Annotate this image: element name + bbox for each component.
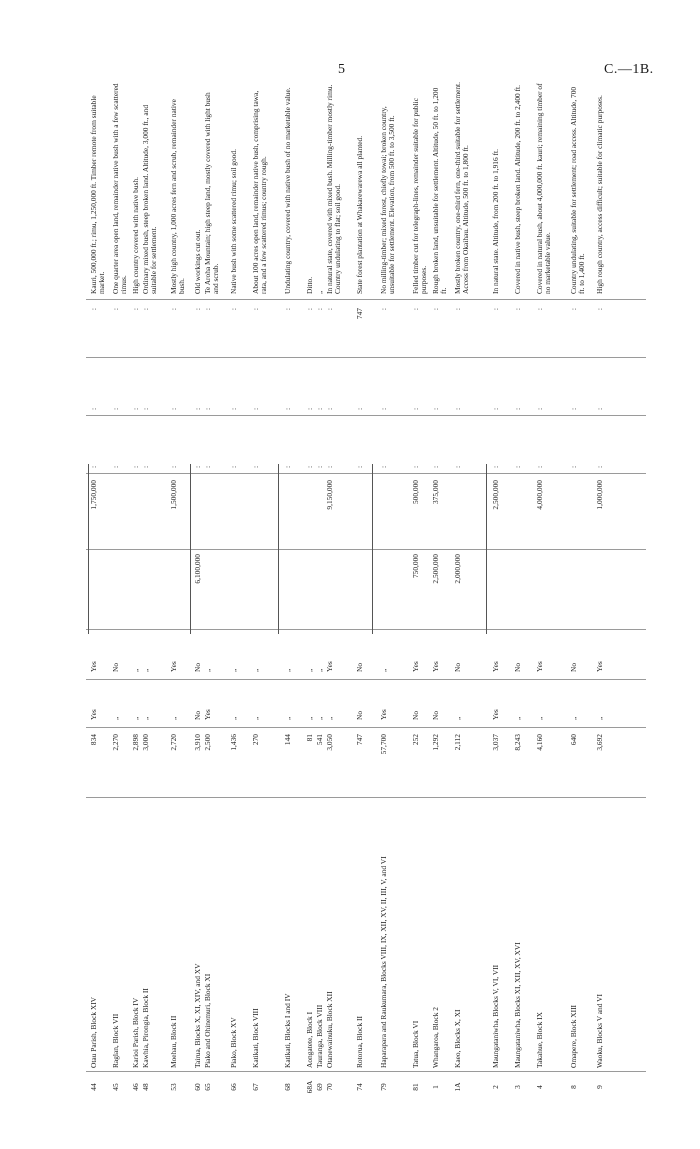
remarks: Country undulating, suitable for settlement; road access. Altitude, 700 ft. to 1,400 ft. — [569, 86, 587, 294]
remarks: About 100 acres open land, remainder native bush, comprising tawa, rata, and a few scattered rimus; country rough. — [251, 90, 269, 294]
plantation-value: : — [535, 308, 544, 311]
status-b: „ — [283, 668, 292, 672]
leader-dots: : — [203, 465, 212, 468]
row-number: 69 — [315, 1083, 324, 1091]
area-value: 270 — [251, 734, 260, 746]
leader-dots: : — [169, 407, 178, 410]
block-name: Raglan, Block VII — [111, 1013, 120, 1068]
area-value: 3,692 — [595, 734, 604, 751]
row-number: 9 — [595, 1085, 604, 1089]
status-b: Yes — [169, 661, 178, 672]
status-a: „ — [131, 716, 140, 720]
leader-dots: : — [379, 407, 388, 410]
leader-dots: : — [229, 465, 238, 468]
timber-value-2: 2,500,000 — [491, 480, 500, 510]
remarks: No milling-timber; mixed forest, chiefly towai; broken country, unsuitable for settlement. Elevation, from 500 ft. to 3,500 ft. — [379, 106, 397, 294]
status-a: No — [355, 710, 364, 720]
block-name: Tairua, Blocks X, XI, XIV, and XV — [193, 963, 202, 1068]
row-number: 1A — [453, 1082, 462, 1092]
leader-dots: : — [379, 465, 388, 468]
remarks: One quarter area open land, remainder native bush with a few scattered rimus. — [111, 83, 129, 294]
remarks: In natural state, covered with mixed bush. Milling-timber mostly rimu. Country undulating to flat; soil good. — [325, 84, 343, 294]
timber-value-1: 2,000,000 — [453, 554, 462, 584]
remarks: In natural state. Altitude, from 200 ft. to 1,916 ft. — [491, 149, 500, 294]
leader-dots: : — [283, 407, 292, 410]
plantation-value: : — [431, 308, 440, 311]
row-number: 48 — [141, 1083, 150, 1091]
timber-value-2: 4,000,000 — [535, 480, 544, 510]
remarks: Mostly broken country, one-third fern, one-third suitable for settlement. Access from Okaihau. Altitude, 500 ft. to 1,800 ft. — [453, 82, 471, 294]
row-number: 60 — [193, 1083, 202, 1091]
leader-dots: : — [453, 407, 462, 410]
status-b: Yes — [595, 661, 604, 672]
plantation-value: : — [411, 308, 420, 311]
row-number: 1 — [431, 1085, 440, 1089]
remarks: High country covered with native bush. — [131, 177, 140, 294]
row-number: 44 — [89, 1083, 98, 1091]
land-table — [86, 80, 646, 1100]
plantation-value: : — [379, 308, 388, 311]
status-a: „ — [315, 716, 324, 720]
status-b: „ — [305, 668, 314, 672]
column-rule — [86, 629, 646, 630]
leader-dots: : — [193, 407, 202, 410]
status-a: Yes — [491, 709, 500, 720]
timber-value-1: 2,500,000 — [431, 554, 440, 584]
area-value: 144 — [283, 734, 292, 746]
block-name: Maungataniwha, Blocks XI, XII, XV, XVI — [513, 942, 522, 1068]
remarks: Mostly high country, 1,000 acres fern and scrub, remainder native bush. — [169, 99, 187, 294]
remarks: Ditto. — [305, 276, 314, 294]
area-value: 3,037 — [491, 734, 500, 751]
status-a: No — [193, 710, 202, 720]
block-name: Karioi Parish, Block IV — [131, 997, 140, 1068]
timber-value-2: 375,000 — [431, 480, 440, 505]
plantation-value: : — [315, 308, 324, 311]
area-value: 1,436 — [229, 734, 238, 751]
block-name: Waoku, Blocks V and VI — [595, 994, 604, 1068]
area-value: 2,500 — [203, 734, 212, 751]
status-b: „ — [251, 668, 260, 672]
block-name: Otanewainuku, Block XII — [325, 991, 334, 1068]
area-value: 2,720 — [169, 734, 178, 751]
leader-dots: : — [315, 407, 324, 410]
block-name: Tatua, Block VI — [411, 1020, 420, 1068]
leader-dots: : — [535, 407, 544, 410]
leader-dots: : — [411, 407, 420, 410]
status-a: „ — [169, 716, 178, 720]
status-b: „ — [141, 668, 150, 672]
group-rule — [372, 464, 373, 634]
leader-dots: : — [491, 407, 500, 410]
block-name: Moehau, Block II — [169, 1015, 178, 1068]
remarks: Native bush with some scattered rimu; soil good. — [229, 149, 238, 294]
leader-dots: : — [305, 465, 314, 468]
area-value: 3,000 — [141, 734, 150, 751]
column-rule — [86, 299, 646, 300]
status-b: „ — [379, 668, 388, 672]
plantation-value: : — [491, 308, 500, 311]
leader-dots: : — [141, 465, 150, 468]
plantation-value: : — [325, 308, 334, 311]
plantation-value: : — [141, 308, 150, 311]
plantation-value: : — [169, 308, 178, 311]
remarks: „ — [315, 290, 324, 294]
row-number: 66 — [229, 1083, 238, 1091]
leader-dots: : — [131, 465, 140, 468]
timber-value-1: 6,100,000 — [193, 554, 202, 584]
status-b: No — [513, 662, 522, 672]
leader-dots: : — [111, 407, 120, 410]
status-a: „ — [325, 716, 334, 720]
block-name: Maungataniwha, Blocks V, VI, VII — [491, 964, 500, 1068]
status-b: No — [193, 662, 202, 672]
column-rule — [86, 549, 646, 550]
leader-dots: : — [141, 407, 150, 410]
plantation-value: : — [513, 308, 522, 311]
remarks: Ordinary mixed bush, steep broken land. Altitude, 3,000 ft., and suitable for settlement. — [141, 104, 159, 294]
block-name: Rotorua, Block II — [355, 1016, 364, 1068]
status-a: „ — [111, 716, 120, 720]
status-a: „ — [569, 716, 578, 720]
block-name: Katikati, Block VIII — [251, 1008, 260, 1068]
leader-dots: : — [355, 407, 364, 410]
status-b: Yes — [89, 661, 98, 672]
plantation-value: : — [193, 308, 202, 311]
status-b: No — [453, 662, 462, 672]
leader-dots: : — [513, 465, 522, 468]
leader-dots: : — [355, 465, 364, 468]
group-rule — [88, 464, 89, 634]
leader-dots: : — [89, 465, 98, 468]
leader-dots: : — [305, 407, 314, 410]
status-b: „ — [315, 668, 324, 672]
plantation-value: : — [203, 308, 212, 311]
row-number: 45 — [111, 1083, 120, 1091]
area-value: 747 — [355, 734, 364, 746]
row-number: 46 — [131, 1083, 140, 1091]
timber-value-2: 9,150,000 — [325, 480, 334, 510]
status-b: Yes — [491, 661, 500, 672]
plantation-value: 747 — [355, 308, 364, 320]
status-b: „ — [131, 668, 140, 672]
status-a: Yes — [379, 709, 388, 720]
area-value: 3,910 — [193, 734, 202, 751]
leader-dots: : — [431, 465, 440, 468]
status-b: Yes — [535, 661, 544, 672]
column-rule — [86, 727, 646, 728]
block-name: Whangaroa, Block 2 — [431, 1007, 440, 1068]
row-number: 4 — [535, 1085, 544, 1089]
row-number: 2 — [491, 1085, 500, 1089]
leader-dots: : — [411, 465, 420, 468]
group-rule — [278, 464, 279, 634]
leader-dots: : — [453, 465, 462, 468]
block-name: Tauranga, Block VIII — [315, 1004, 324, 1068]
column-rule — [86, 797, 646, 798]
group-rule — [190, 464, 191, 634]
block-name: Omapere, Block XIII — [569, 1004, 578, 1068]
leader-dots: : — [513, 407, 522, 410]
area-value: 640 — [569, 734, 578, 746]
plantation-value: : — [283, 308, 292, 311]
timber-value-2: 1,000,000 — [595, 480, 604, 510]
block-name: Piako, Block XV — [229, 1017, 238, 1068]
remarks: Covered in natural bush, about 4,000,000 ft. kauri; remaining timber of no marketable value. — [535, 83, 553, 294]
block-name: Kaeo, Blocks X, XI — [453, 1009, 462, 1068]
area-value: 3,050 — [325, 734, 334, 751]
block-name: Katikati, Blocks I and IV — [283, 993, 292, 1068]
row-number: 3 — [513, 1085, 522, 1089]
row-number: 70 — [325, 1083, 334, 1091]
area-value: 57,700 — [379, 734, 388, 755]
status-b: „ — [229, 668, 238, 672]
leader-dots: : — [431, 407, 440, 410]
leader-dots: : — [325, 465, 334, 468]
plantation-value: : — [229, 308, 238, 311]
column-rule — [86, 357, 646, 358]
leader-dots: : — [229, 407, 238, 410]
document-reference: C.—1B. — [604, 62, 654, 77]
block-name: Otau Parish, Block XIV — [89, 996, 98, 1068]
remarks: Kauri, 500,000 ft.; rimu, 1,250,000 ft. Timber remote from suitable market. — [89, 95, 107, 294]
remarks: Undulating country, covered with native bush of no marketable value. — [283, 87, 292, 294]
block-name: Aongatete, Block I — [305, 1011, 314, 1068]
column-rule — [86, 679, 646, 680]
status-a: „ — [283, 716, 292, 720]
status-a: „ — [229, 716, 238, 720]
remarks: Covered in native bush, steep broken land. Altitude, 200 ft. to 2,400 ft. — [513, 85, 522, 294]
block-name: Haparapara and Raukumara, Blocks VIII, IX, XII, XV, II, III, V, and VI — [379, 856, 388, 1068]
status-b: No — [355, 662, 364, 672]
leader-dots: : — [491, 465, 500, 468]
status-b: Yes — [325, 661, 334, 672]
area-value: 834 — [89, 734, 98, 746]
area-value: 81 — [305, 734, 314, 742]
leader-dots: : — [131, 407, 140, 410]
leader-dots: : — [283, 465, 292, 468]
status-a: No — [431, 710, 440, 720]
area-value: 2,898 — [131, 734, 140, 751]
leader-dots: : — [315, 465, 324, 468]
plantation-value: : — [305, 308, 314, 311]
area-value: 252 — [411, 734, 420, 746]
status-a: „ — [595, 716, 604, 720]
leader-dots: : — [251, 407, 260, 410]
status-b: Yes — [431, 661, 440, 672]
plantation-value: : — [453, 308, 462, 311]
remarks: Felled timber cut for telegraph-lines, remainder suitable for public purposes. — [411, 98, 429, 294]
leader-dots: : — [535, 465, 544, 468]
leader-dots: : — [569, 407, 578, 410]
plantation-value: : — [251, 308, 260, 311]
remarks: High rough country, access difficult; suitable for climatic purposes. — [595, 95, 604, 294]
status-a: „ — [513, 716, 522, 720]
remarks: Old workings cut out. — [193, 229, 202, 294]
leader-dots: : — [169, 465, 178, 468]
leader-dots: : — [203, 407, 212, 410]
status-a: No — [411, 710, 420, 720]
row-number: 68 — [283, 1083, 292, 1091]
block-name: Takahue, Block IX — [535, 1012, 544, 1068]
status-a: „ — [453, 716, 462, 720]
leader-dots: : — [251, 465, 260, 468]
remarks: Rough broken land, unsuitable for settlement. Altitude, 50 ft. to 1,200 ft. — [431, 87, 449, 294]
status-b: No — [569, 662, 578, 672]
row-number: 8 — [569, 1085, 578, 1089]
timber-value-2: 500,000 — [411, 480, 420, 505]
column-rule — [86, 1071, 646, 1072]
plantation-value: : — [569, 308, 578, 311]
plantation-value: : — [131, 308, 140, 311]
status-a: „ — [251, 716, 260, 720]
leader-dots: : — [193, 465, 202, 468]
row-number: 79 — [379, 1083, 388, 1091]
row-number: 67 — [251, 1083, 260, 1091]
status-a: „ — [141, 716, 150, 720]
status-b: „ — [203, 668, 212, 672]
block-name: Piako and Ohinemuri, Block XI — [203, 973, 212, 1068]
area-value: 4,160 — [535, 734, 544, 751]
timber-value-2: 1,750,000 — [89, 480, 98, 510]
row-number: 81 — [411, 1083, 420, 1091]
group-rule — [486, 464, 487, 634]
area-value: 541 — [315, 734, 324, 746]
timber-value-2: 1,500,000 — [169, 480, 178, 510]
row-number: 74 — [355, 1083, 364, 1091]
page-number: 5 — [338, 62, 345, 77]
column-rule — [86, 473, 646, 474]
plantation-value: : — [111, 308, 120, 311]
status-b: Yes — [411, 661, 420, 672]
row-number: 65 — [203, 1083, 212, 1091]
remarks: Te Aroha Mountain; high steep land, mostly covered with light bush and scrub. — [203, 92, 221, 294]
area-value: 1,292 — [431, 734, 440, 751]
leader-dots: : — [89, 407, 98, 410]
status-a: Yes — [89, 709, 98, 720]
leader-dots: : — [325, 407, 334, 410]
leader-dots: : — [111, 465, 120, 468]
plantation-value: : — [595, 308, 604, 311]
status-a: „ — [305, 716, 314, 720]
block-name: Kawhia, Pirongia, Block II — [141, 988, 150, 1068]
remarks: State forest plantation at Whakarewarewa all planted. — [355, 135, 364, 294]
plantation-value: : — [89, 308, 98, 311]
area-value: 8,243 — [513, 734, 522, 751]
leader-dots: : — [595, 465, 604, 468]
status-b: No — [111, 662, 120, 672]
status-a: „ — [535, 716, 544, 720]
timber-value-1: 750,000 — [411, 554, 420, 579]
leader-dots: : — [595, 407, 604, 410]
area-value: 2,270 — [111, 734, 120, 751]
area-value: 2,112 — [453, 734, 462, 751]
status-a: Yes — [203, 709, 212, 720]
leader-dots: : — [569, 465, 578, 468]
row-number: 68A — [305, 1080, 314, 1094]
column-rule — [86, 415, 646, 416]
row-number: 53 — [169, 1083, 178, 1091]
